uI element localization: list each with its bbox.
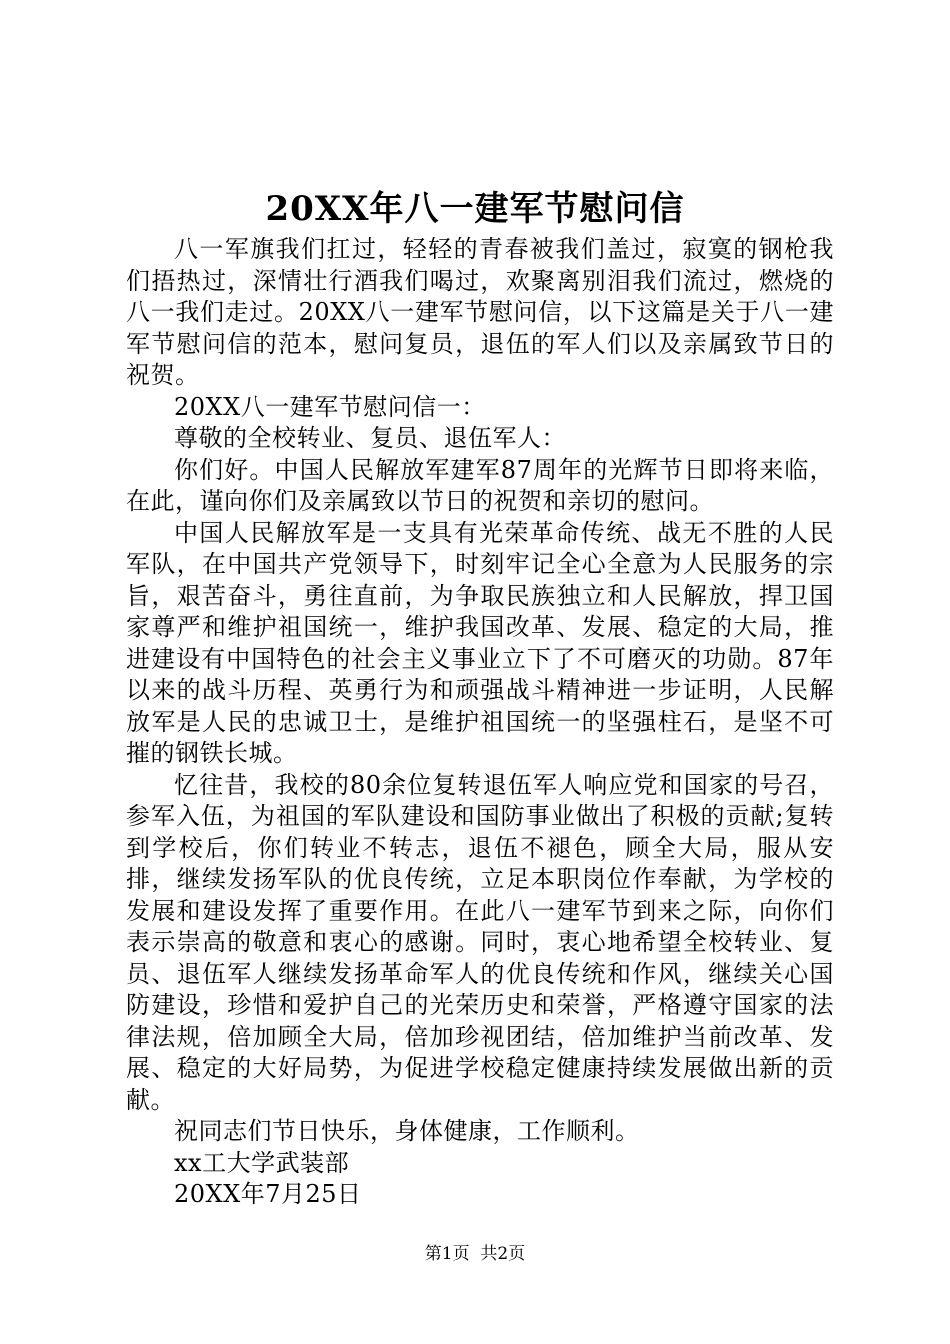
page-footer	[0, 1243, 950, 1265]
signature-date: 20XX年7月25日	[174, 1180, 362, 1208]
document-body	[126, 234, 834, 1211]
school-paragraph: 忆往昔，我校的80余位复转退伍军人响应党和国家的号召，参军入伍，为祖国的军队建设和国防事业做出了积极的贡献;复转到学校后，你们转业不转志，退伍不褪色，顾全大局，服从安排，继续发扬军队的优良传统，立足本职岗位作奉献，为学校的发展和建设发挥了重要作用。在此八一建军节到来之际，向你们表示崇高的敬意和衷心的感谢。同时，衷心地希望全校转业、复员、退伍军人继续发扬革命军人的优良传统和作风，继续关心国防建设，珍惜和爱护自己的光荣历史和荣誉，严格遵守国家的法律法规，倍加顾全大局，倍加珍视团结，倍加维护当前改革、发展、稳定的大好局势，为促进学校稳定健康持续发展做出新的贡献。	[126, 770, 834, 1114]
letter-heading: 20XX八一建军节慰问信一：	[174, 392, 486, 421]
salutation: 尊敬的全校转业、复员、退伍军人：	[174, 424, 566, 452]
greeting-paragraph: 你们好。中国人民解放军建军87周年的光辉节日即将来临，在此，谨向你们及亲属致以节日的祝贺和亲切的慰问。	[126, 455, 834, 515]
signature-org: xx工大学武装部	[174, 1148, 350, 1177]
army-paragraph: 中国人民解放军是一支具有光荣革命传统、战无不胜的人民军队，在中国共产党领导下，时刻牢记全心全意为人民服务的宗旨，艰苦奋斗，勇往直前，为争取民族独立和人民解放，捍卫国家尊严和维护祖国统一，维护我国改革、发展、稳定的大局，推进建设有中国特色的社会主义事业立下了不可磨灭的功勋。87年以来的战斗历程、英勇行为和顽强战斗精神进一步证明，人民解放军是人民的忠诚卫士，是维护祖国统一的坚强柱石，是坚不可摧的钢铁长城。	[126, 518, 834, 767]
document-title: 20XX年八一建军节慰问信	[265, 189, 685, 229]
closing-wish: 祝同志们节日快乐，身体健康，工作顺利。	[174, 1117, 640, 1145]
page-number: 第1页 共2页	[424, 1244, 526, 1264]
intro-paragraph: 八一军旗我们扛过，轻轻的青春被我们盖过，寂寞的钢枪我们捂热过，深情壮行酒我们喝过，欢聚离别泪我们流过，燃烧的八一我们走过。20XX八一建军节慰问信，以下这篇是关于八一建军节慰问信的范本，慰问复员，退伍的军人们以及亲属致节日的祝贺。	[126, 235, 834, 389]
